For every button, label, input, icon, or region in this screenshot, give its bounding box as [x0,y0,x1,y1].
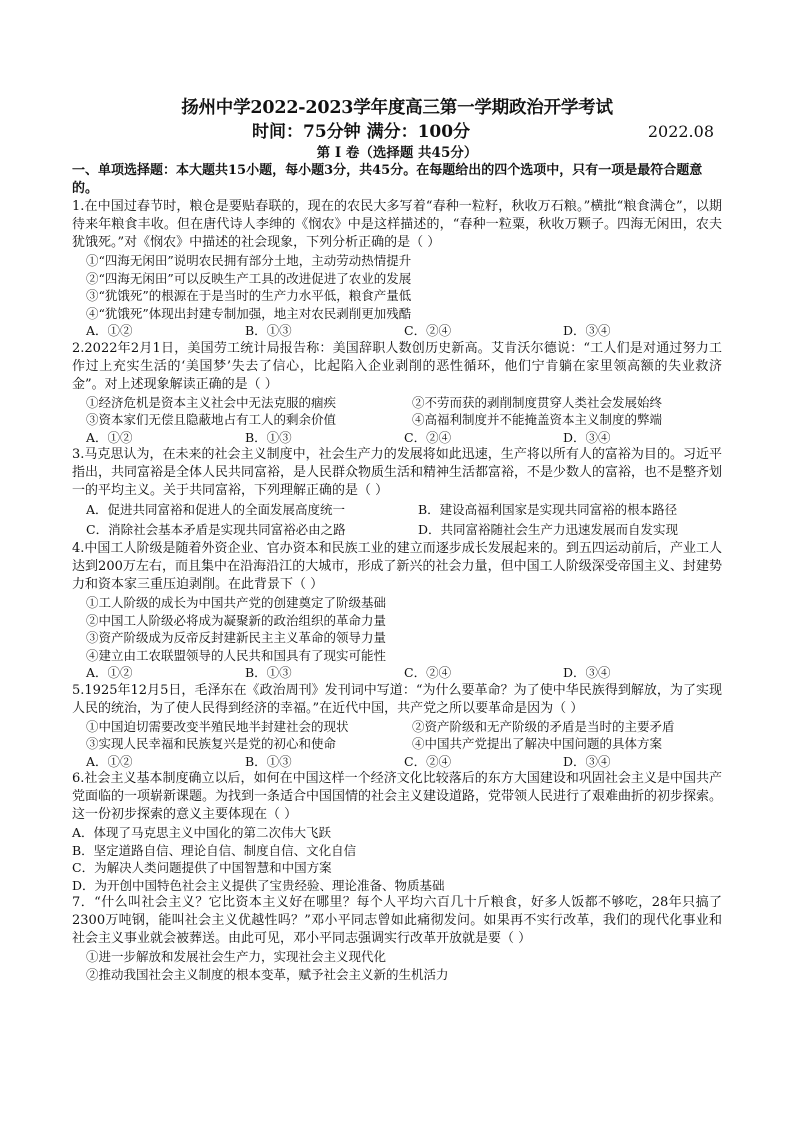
question-4-answers [72,664,722,682]
question-3-choices-row [72,520,722,540]
question-2-option: ④高福利制度并不能掩盖资本主义制度的弊端 [412,412,663,427]
answer-b[interactable]: B．①③ [245,323,292,338]
question-4-option: ①工人阶级的成长为中国共产党的创建奠定了阶级基础 [86,595,387,610]
question-2-options-row [72,394,722,412]
question-1-option: ③“犹饿死”的根源在于是当时的生产力水平低，粮食产量低 [86,288,412,303]
exam-title: 扬州中学2022-2023学年度高三第一学期政治开学考试 [181,98,613,118]
question-6-choice-b[interactable]: B．坚定道路自信、理论自信、制度自信、文化自信 [72,842,357,858]
exam-page [72,96,722,983]
question-4-option: ④建立由工农联盟领导的人民共和国具有了现实可能性 [86,647,387,663]
question-6-stem: 6.社会主义基本制度确立以后，如何在中国这样一个经济文化比较落后的东方大国建设和巩固社会主义是中国共产党面临的一项崭新课题。为找到一条适合中国国情的社会主义建设道路，党带领人民进行了艰难曲折的初步探索。这一份初步探索的意义主要体现在（ ） [72,771,723,822]
question-5-answers [72,753,722,771]
question-5-options-row [72,718,722,736]
answer-b[interactable]: B．①③ [245,665,292,680]
answer-c[interactable]: C．②④ [404,323,452,338]
answer-d[interactable]: D．③④ [563,429,611,445]
question-3-choice-c[interactable]: C．消除社会基本矛盾是实现共同富裕必由之路 [86,522,346,537]
answer-a[interactable]: A．①② [86,323,133,338]
question-4-stem: 4.中国工人阶级是随着外资企业、官办资本和民族工业的建立而逐步成长发展起来的。到五四运动前后，产业工人达到200万左右，而且集中在沿海沿江的大城市，形成了新兴的社会力量，但中国工人阶级深受帝国主义、封建势力和资本家三重压迫剥削。在此背景下（ ） [72,541,722,592]
question-5-option: ①中国迫切需要改变半殖民地半封建社会的现状 [86,718,349,734]
question-5-option: ④中国共产党提出了解决中国问题的具体方案 [412,736,663,751]
question-6-choice-d[interactable]: D．为开创中国特色社会主义提供了宝贵经验、理论准备、物质基础 [72,877,445,893]
question-7-option: ②推动我国社会主义制度的根本变革，赋予社会主义新的生机活力 [86,966,449,982]
answer-d[interactable]: D．③④ [563,665,611,680]
question-2-option: ①经济危机是资本主义社会中无法克服的痼疾 [86,394,337,410]
question-7-option: ①进一步解放和发展社会生产力，实现社会主义现代化 [86,949,387,964]
question-1-stem: 1.在中国过春节时，粮仓是要贴春联的，现在的农民大多写着“春种一粒籽，秋收万石粮。”横批“粮食满仓”，以期待来年粮食丰收。但在唐代诗人李绅的《悯农》中是这样描述的，“春种一粒粟，秋收万颗子。四海无闲田，农夫犹饿死。”对《悯农》中描述的社会现象，下列分析正确的是（ ） [72,199,722,250]
answer-a[interactable]: A．①② [86,753,133,769]
exam-date: 2022.08 [647,122,714,141]
question-2-option: ②不劳而获的剥削制度贯穿人类社会发展始终 [412,394,663,410]
question-1-answers [72,322,722,340]
question-2-option: ③资本家们无偿且隐蔽地占有工人的剩余价值 [86,412,337,427]
question-5-option: ②资产阶级和无产阶级的矛盾是当时的主要矛盾 [412,718,675,734]
question-6-choice-c[interactable]: C．为解决人类问题提供了中国智慧和中国方案 [72,860,332,875]
section-heading: 一、单项选择题：本大题共15小题，每小题3分，共45分。在每题给出的四个选项中，只有一项是最符合题意的。 [72,163,703,196]
question-5-options-row [72,735,722,753]
volume-heading: 第 Ⅰ 卷（选择题 共45分） [316,145,478,161]
exam-info-row [72,120,722,144]
question-2-options-row [72,411,722,429]
question-7-stem: 7．“什么叫社会主义？它比资本主义好在哪里？每个人平均六百几十斤粮食，好多人饭都不够吃，28年只搞了2300万吨钢，能叫社会主义优越性吗？”邓小平同志曾如此痛彻发问。如果再不实行改革，我们的现代化事业和社会主义事业就会被葬送。由此可见，邓小平同志强调实行改革开放就是要（ ） [72,895,722,946]
question-3-stem: 3.马克思认为，在未来的社会主义制度中，社会生产力的发展将如此迅速，生产将以所有人的富裕为目的。习近平指出，共同富裕是全体人民共同富裕，是人民群众物质生活和精神生活都富裕，不是少数人的富裕，也不是整齐划一的平均主义。关于共同富裕，下列理解正确的是（ ） [72,447,723,498]
answer-b[interactable]: B．①③ [245,753,292,769]
question-3-choice-a[interactable]: A．促进共同富裕和促进人的全面发展高度统一 [86,502,346,517]
question-2-stem: 2.2022年2月1日，美国劳工统计局报告称：美国辞职人数创历史新高。艾肯沃尔德说：“工人们是对通过努力工作过上充实生活的‘美国梦’失去了信心，比起陷入企业剥削的恶性循环，他们宁肯躺在家里领高额的失业救济金”。对上述现象解读正确的是（ ） [72,340,722,392]
question-5-option: ③实现人民幸福和民族复兴是党的初心和使命 [86,736,337,751]
question-1-option: ①“四海无闲田”说明农民拥有部分土地，主动劳动热情提升 [86,253,412,268]
question-3-choice-d[interactable]: D．共同富裕随社会生产力迅速发展而自发实现 [418,522,679,537]
answer-a[interactable]: A．①② [86,429,133,445]
answer-c[interactable]: C．②④ [404,753,452,769]
question-4-option: ③资产阶级成为反帝反封建新民主主义革命的领导力量 [86,630,387,645]
answer-a[interactable]: A．①② [86,665,133,680]
answer-d[interactable]: D．③④ [563,753,611,769]
question-2-answers [72,429,722,447]
question-5-stem: 5.1925年12月5日，毛泽东在《政治周刊》发刊词中写道：“为什么要革命？为了使中华民族得到解放，为了实现人民的统治，为了使人民得到经济的幸福。”在近代中国，共产党之所以要革命是因为（ ） [72,682,722,716]
answer-d[interactable]: D．③④ [563,323,611,338]
question-1-option: ④“犹饿死”体现出封建专制加强，地主对农民剥削更加残酷 [86,305,412,321]
question-6-choice-a[interactable]: A．体现了马克思主义中国化的第二次伟大飞跃 [72,825,332,840]
question-4-option: ②中国工人阶级必将成为凝聚新的政治组织的革命力量 [86,612,387,628]
answer-b[interactable]: B．①③ [245,429,292,445]
time-score-info: 时间：75分钟 满分：100分 [252,122,471,142]
question-3-choice-b[interactable]: B．建设高福利国家是实现共同富裕的根本路径 [418,502,678,517]
answer-c[interactable]: C．②④ [404,429,452,445]
answer-c[interactable]: C．②④ [404,665,452,680]
question-1-option: ②“四海无闲田”可以反映生产工具的改进促进了农业的发展 [86,270,412,286]
question-3-choices-row [72,500,722,520]
